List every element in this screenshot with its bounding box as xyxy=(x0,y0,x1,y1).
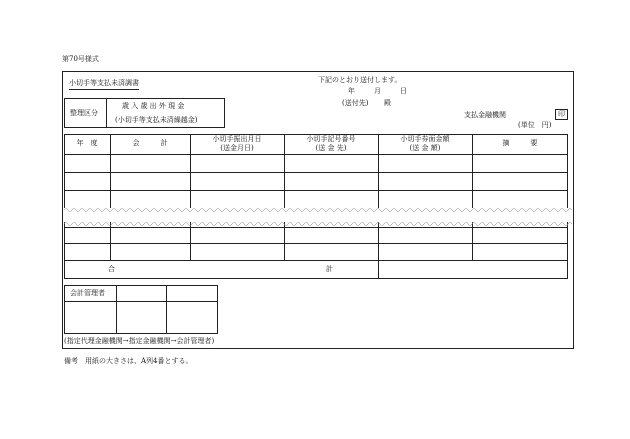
table-col-line xyxy=(110,134,111,260)
accounting-manager-col2 xyxy=(166,285,167,334)
header-issue-date-sub: (送金月日) xyxy=(220,144,254,152)
unit-label: (単位 円) xyxy=(518,121,552,129)
header-check-number: 小切手記号番号 xyxy=(306,135,356,143)
recipient-honorific: 殿 xyxy=(384,99,391,107)
accounting-manager-divider xyxy=(64,301,218,302)
table-row-line xyxy=(64,227,568,228)
header-face-amount-sub: (送 金 額) xyxy=(409,144,441,152)
table-col-line xyxy=(190,134,191,260)
total-label-right: 計 xyxy=(326,265,333,273)
header-issue-date: 小切手振出月日 xyxy=(212,135,262,143)
header-check-number-sub: (送 金 先) xyxy=(315,144,347,152)
classification-value-line1: 歳 入 歳 出 外 現 金 xyxy=(122,102,185,110)
table-row-line xyxy=(64,190,568,191)
route-text: (指定代理金融機関→指定金融機関→会計管理者) xyxy=(64,337,215,345)
torn-edge xyxy=(64,221,572,227)
classification-label: 整理区分 xyxy=(70,109,98,117)
header-account: 会 計 xyxy=(132,139,168,147)
recipient-label: (送付先) xyxy=(342,99,369,107)
torn-edge xyxy=(64,207,572,213)
date-day-label: 日 xyxy=(400,87,407,95)
date-year-label: 年 xyxy=(348,87,355,95)
accounting-manager-label: 会計管理者 xyxy=(70,289,105,297)
form-title: 小切手等支払未済調書 xyxy=(69,80,139,90)
header-fiscal-year: 年 度 xyxy=(76,139,98,147)
paying-institution-label: 支払金融機関 xyxy=(464,111,506,119)
header-remarks: 摘 要 xyxy=(502,139,538,147)
table-row-line xyxy=(64,172,568,173)
table-col-line xyxy=(284,134,285,260)
table-col-line xyxy=(472,134,473,260)
date-month-label: 月 xyxy=(374,87,381,95)
accounting-manager-col1 xyxy=(116,285,117,334)
classification-divider xyxy=(106,98,107,128)
seal-box: 印 xyxy=(555,109,568,120)
notice-text: 下記のとおり送付します。 xyxy=(318,76,402,84)
table-row-line xyxy=(64,243,568,244)
form-number: 第70号様式 xyxy=(62,55,99,63)
total-label-left: 合 xyxy=(108,265,115,273)
remark-text: 備考 用紙の大きさは、A列4番とする。 xyxy=(64,357,193,365)
table-row-line xyxy=(64,260,568,261)
header-face-amount: 小切手券面金額 xyxy=(400,135,450,143)
classification-value-line2: (小切手等支払未済繰越金) xyxy=(115,116,198,124)
table-row-line xyxy=(64,154,568,155)
